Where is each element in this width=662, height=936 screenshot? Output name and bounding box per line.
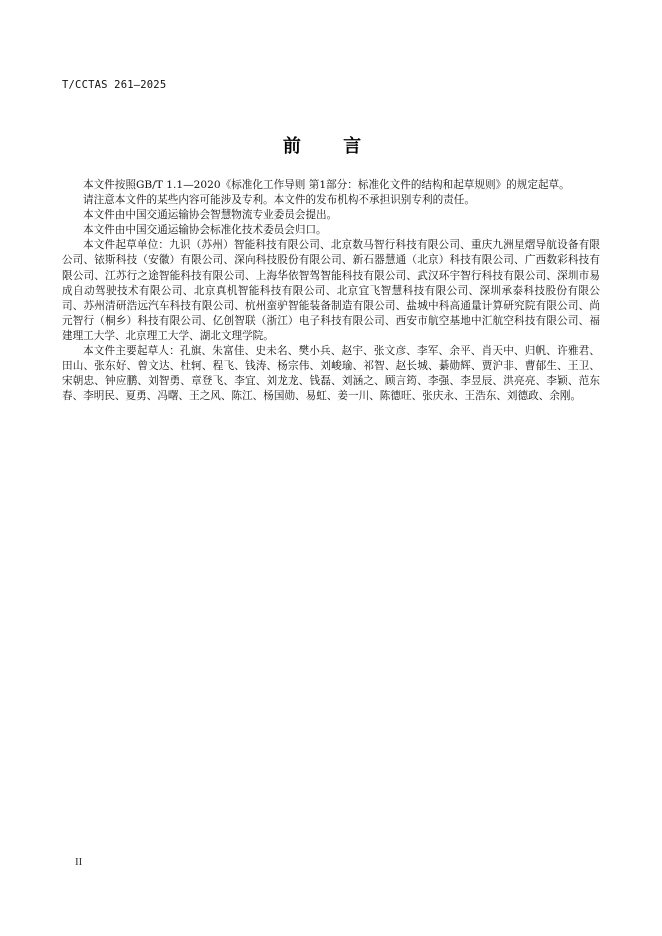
page-title: 前 言 bbox=[282, 136, 380, 157]
paragraph-centralized-by: 本文件由中国交通运输协会标准化技术委员会归口。 bbox=[83, 224, 327, 237]
paragraph-drafting-rules: 本文件按照GB/T 1.1—2020《标准化工作导则 第1部分：标准化文件的结构和起草规则》的规定起草。 bbox=[83, 179, 570, 191]
paragraph-proposed-by: 本文件由中国交通运输协会智慧物流专业委员会提出。 bbox=[83, 209, 338, 222]
paragraph-drafting-units: 本文件起草单位：九识（苏州）智能科技有限公司、北京数马智行科技有限公司、重庆九洲星熠导航设备有限公司、铱斯科技（安徽）有限公司、深向科技股份有限公司、新石器慧通（北京）科技有限公司、广西数彩科技有限公司、江苏行之途智能科技有限公司、上海华依智驾智能科技有限公司、武汉环宇智行科技有限公司、深圳市易成自动驾驶技术有限公司、北京真机智能科技有限公司、北京宜飞智慧科技有限公司、深圳承泰科技股份有限公司、苏州清研浩远汽车科技有限公司、杭州蛮驴智能装备制造有限公司、盐城中科高通量计算研究院有限公司、尚元智行（桐乡）科技有限公司、亿创智联（浙江）电子科技有限公司、西安市航空基地中汇航空科技有限公司、福建理工大学、北京理工大学、湖北文理学院。 bbox=[62, 239, 600, 342]
paragraph-patent-notice: 请注意本文件的某些内容可能涉及专利。本文件的发布机构不承担识别专利的责任。 bbox=[83, 194, 475, 207]
page-number: II bbox=[75, 856, 83, 868]
standard-code: T/CCTAS 261—2025 bbox=[62, 79, 167, 91]
foreword-body bbox=[62, 178, 600, 404]
paragraph-main-drafters: 本文件主要起草人：孔旗、朱富佳、史未名、樊小兵、赵宇、张文彦、李军、余平、肖天中、归帆、许雅君、田山、张东好、曾文达、杜轲、程飞、钱涛、杨宗伟、刘峻瑜、祁智、赵长城、綦勋辉、贾沪非、曹郁生、王卫、宋朝忠、钟应鹏、刘智勇、章登飞、李宜、刘龙龙、钱磊、刘涵之、顾言筠、李强、李昱辰、洪亮亮、李颖、范东春、李明民、夏勇、冯曙、王之风、陈江、杨国勋、易虹、姜一川、陈德旺、张庆永、王浩东、刘德政、余刚。 bbox=[62, 345, 600, 403]
